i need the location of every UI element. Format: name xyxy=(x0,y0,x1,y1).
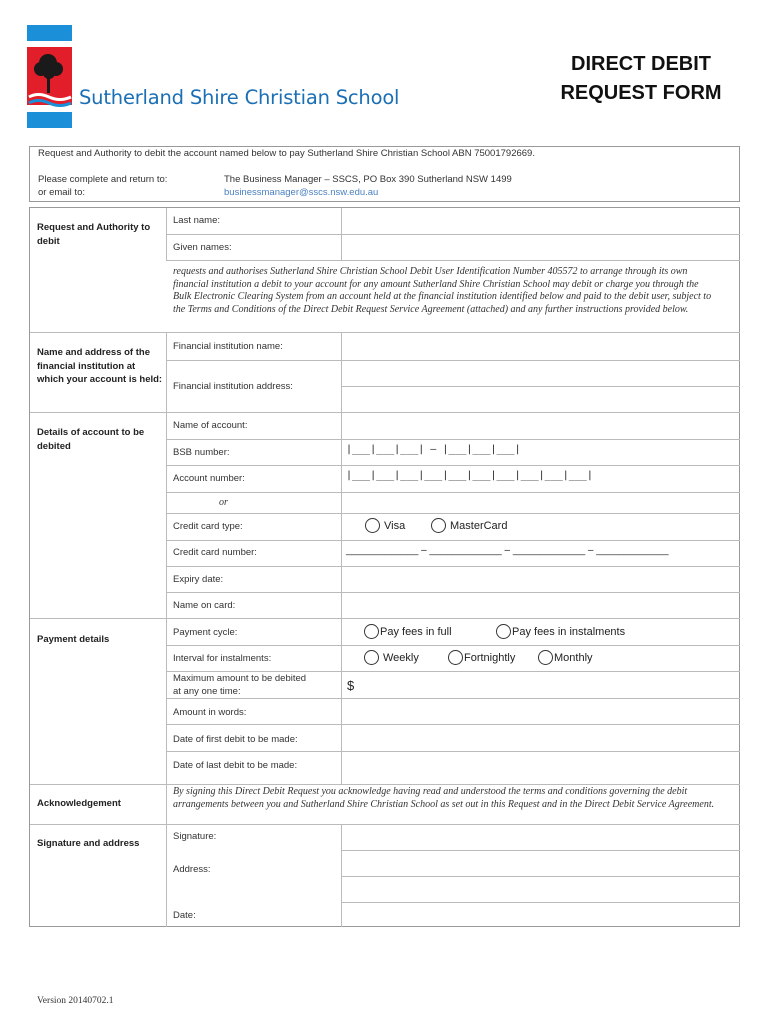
weekly-option[interactable]: Weekly xyxy=(364,650,419,665)
radio-icon xyxy=(448,650,463,665)
section-institution: Name and address of the financial institution at which your account is held: xyxy=(37,347,163,385)
monthly-option[interactable]: Monthly xyxy=(538,650,593,665)
last-name-label: Last name: xyxy=(173,215,220,226)
payment-cycle-label: Payment cycle: xyxy=(173,627,238,638)
card-type-label: Credit card type: xyxy=(173,521,243,532)
pay-full-option[interactable]: Pay fees in full xyxy=(364,624,452,639)
address-label: Address: xyxy=(173,864,211,875)
radio-icon xyxy=(538,650,553,665)
visa-option[interactable]: Visa xyxy=(365,518,405,533)
bsb-input[interactable]: |___|___|___| – |___|___|___| xyxy=(346,444,521,455)
name-on-card-label: Name on card: xyxy=(173,600,236,611)
amount-words-label: Amount in words: xyxy=(173,707,247,718)
given-names-label: Given names: xyxy=(173,242,232,253)
account-number-input[interactable]: |___|___|___|___|___|___|___|___|___|___| xyxy=(346,470,593,481)
intro-text: Request and Authority to debit the account named below to pay Sutherland Shire Christian School ABN 75001792669. xyxy=(38,148,535,159)
bsb-label: BSB number: xyxy=(173,447,230,458)
signature-label: Signature: xyxy=(173,831,217,842)
radio-icon xyxy=(496,624,511,639)
school-logo xyxy=(27,25,72,128)
return-label: Please complete and return to: xyxy=(38,174,168,185)
account-name-label: Name of account: xyxy=(173,420,248,431)
radio-icon xyxy=(365,518,380,533)
authority-text: requests and authorises Sutherland Shire Christian School Debit User Identification Number 405572 to arrange through its own financial institution a debit to your account for any amount Sutherland Shire Christian School may debit or charge you through the Bulk Electronic Clearing System from an account held at the financial institution identified below and paid to the debit user, subject to the Terms and Conditions of the Direct Debit Request Service Agreement (attached) and any further instructions provided below. xyxy=(173,266,712,315)
interval-label: Interval for instalments: xyxy=(173,653,272,664)
return-address: The Business Manager – SSCS, PO Box 390 Sutherland NSW 1499 xyxy=(224,174,512,185)
section-signature: Signature and address xyxy=(37,838,140,849)
card-number-input[interactable]: _____________ – _____________ – _____________ – _____________ xyxy=(346,545,669,556)
date-label: Date: xyxy=(173,910,196,921)
fi-name-label: Financial institution name: xyxy=(173,341,283,352)
acknowledgement-text: By signing this Direct Debit Request you acknowledge having read and understood the terms and conditions governing the debit arrangements between you and Sutherland Shire Christian School as set out in this Request and in the Direct Debit Service Agreement. xyxy=(173,786,715,810)
last-debit-label: Date of last debit to be made: xyxy=(173,760,298,771)
card-number-label: Credit card number: xyxy=(173,547,257,558)
section-acknowledgement: Acknowledgement xyxy=(37,798,121,809)
max-amount-label: Maximum amount to be debited at any one time: xyxy=(173,673,307,697)
version-label: Version 20140702.1 xyxy=(37,996,114,1006)
dollar-sign: $ xyxy=(347,678,355,693)
expiry-label: Expiry date: xyxy=(173,574,224,585)
section-request: Request and Authority to debit xyxy=(37,222,151,247)
section-payment: Payment details xyxy=(37,634,110,645)
account-number-label: Account number: xyxy=(173,473,245,484)
radio-icon xyxy=(364,624,379,639)
email-label: or email to: xyxy=(38,187,85,198)
email-link[interactable]: businessmanager@sscs.nsw.edu.au xyxy=(224,187,379,198)
radio-icon xyxy=(364,650,379,665)
school-name: Sutherland Shire Christian School xyxy=(79,86,400,109)
fi-address-label: Financial institution address: xyxy=(173,381,293,392)
form-title: DIRECT DEBIT REQUEST FORM xyxy=(560,53,722,104)
or-label: or xyxy=(219,497,228,508)
tree-icon xyxy=(27,47,72,109)
first-debit-label: Date of first debit to be made: xyxy=(173,734,298,745)
radio-icon xyxy=(431,518,446,533)
mastercard-option[interactable]: MasterCard xyxy=(431,518,507,533)
fortnightly-option[interactable]: Fortnightly xyxy=(448,650,515,665)
section-account: Details of account to be debited xyxy=(37,427,145,452)
pay-instalments-option[interactable]: Pay fees in instalments xyxy=(496,624,625,639)
